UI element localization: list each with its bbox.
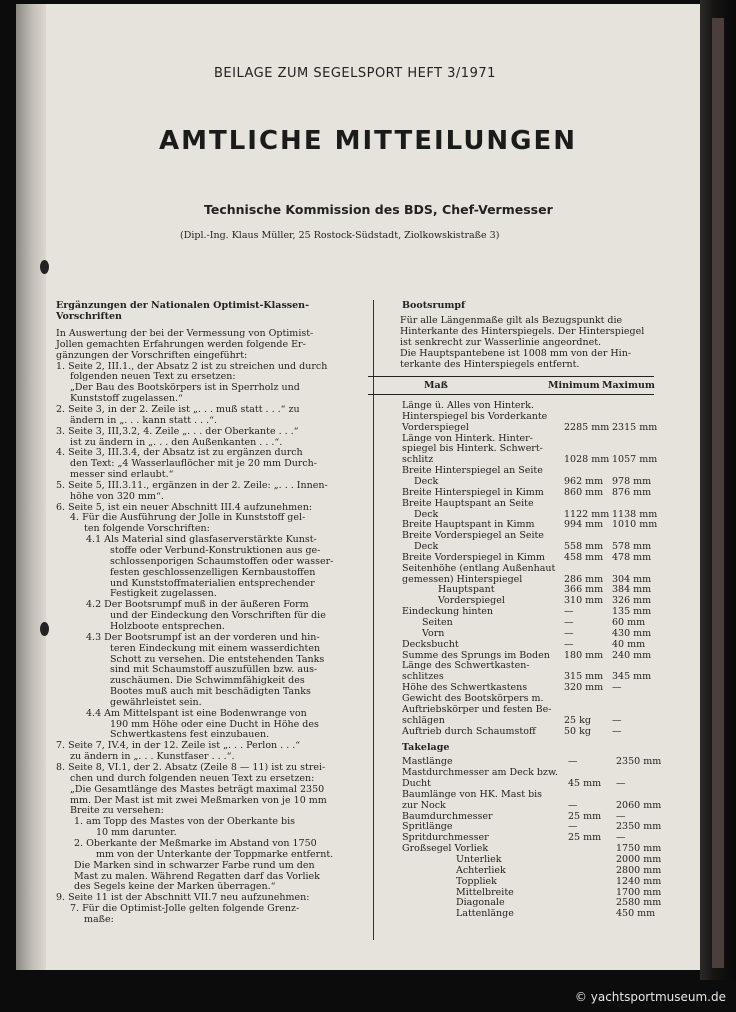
table-row-label: Länge des Schwertkasten- [402, 660, 530, 672]
rig-row-label: Toppliek [456, 875, 497, 887]
table-row-label: Deck [414, 541, 439, 553]
rig-row-maximum: 2000 mm [616, 854, 662, 865]
table-row-label: Breite Hauptspant in Kimm [402, 519, 535, 531]
body-text-line: 8. Seite 8, VI.1, der 2. Absatz (Zeile 8 — 11) ist zu strei- [56, 762, 326, 773]
table-row-label: Breite Vorderspiegel an Seite [402, 530, 544, 542]
body-text-line: 5. Seite 5, III.3.11., ergänzen in der 2. Zeile: „. . . Innen- [56, 479, 328, 491]
table-row-minimum: — [564, 617, 574, 628]
body-text-line: Mast zu malen. Während Regatten darf das Vorliek [74, 870, 320, 882]
table-row-maximum: 978 mm [612, 475, 652, 487]
table-row-label: Vorn [422, 627, 445, 639]
table-row-label: Vorderspiegel [402, 421, 469, 433]
body-text-line: Schott zu versehen. Die entstehenden Tanks [110, 653, 325, 665]
table-row-label: gemessen) Hinterspiegel [402, 573, 523, 585]
table-row-maximum: 40 mm [612, 638, 646, 650]
table-row-maximum: 1138 mm [612, 508, 658, 520]
table-row-label: Auftriebskörper und festen Be- [402, 703, 552, 715]
body-text-line: mm. Der Mast ist mit zwei Meßmarken von je 10 mm [70, 794, 327, 806]
watermark: © yachtsportmuseum.de [574, 990, 726, 1004]
body-text-line: 10 mm darunter. [96, 827, 177, 839]
rig-row-label: Spritlänge [402, 821, 453, 833]
body-text-line: 1. am Topp des Mastes von der Oberkante bis [74, 816, 295, 828]
intro-line: Die Hauptspantebene ist 1008 mm von der Hin- [400, 348, 632, 359]
table-row-label: Höhe des Schwertkastens [402, 682, 528, 694]
rig-row-maximum: — [616, 810, 626, 822]
body-text-line: zu ändern in „. . . Kunstfaser . . .“. [70, 751, 235, 763]
table-row-maximum: 1010 mm [612, 519, 658, 531]
body-text-line: Kunststoff zugelassen.“ [70, 393, 183, 405]
table-row-label: Breite Hinterspiegel in Kimm [402, 486, 544, 498]
body-text-line: teren Eindeckung mit einem wasserdichten [110, 642, 321, 654]
rig-row-maximum: 450 mm [616, 908, 656, 920]
table-row-label: schlägen [402, 714, 445, 726]
table-row-label: Summe des Sprungs im Boden [402, 649, 550, 661]
table-row-minimum: — [564, 638, 574, 650]
binding-shadow [16, 4, 46, 970]
body-text-line: Breite zu versehen: [70, 805, 164, 817]
body-text-line: 2. Oberkante der Meßmarke im Abstand von 1750 [74, 837, 317, 849]
rig-row-maximum: — [616, 832, 626, 844]
body-text-line: und Kunststoffmaterialien entsprechender [110, 577, 315, 589]
body-text-line: 7. Seite 7, IV.4, in der 12. Zeile ist „. . . Perlon . . .“ [56, 740, 301, 752]
table-row-minimum: 558 mm [564, 541, 604, 553]
rig-row-maximum: 1700 mm [616, 886, 662, 898]
table-row-label: Breite Vorderspiegel in Kimm [402, 551, 545, 563]
section-heading: Takelage [402, 742, 450, 754]
body-text-line: 4.4 Am Mittelspant ist eine Bodenwrange von [86, 707, 307, 719]
table-row-maximum: 345 mm [612, 671, 652, 683]
table-row-minimum: 860 mm [564, 486, 604, 498]
col-header-mass: Maß [424, 380, 448, 391]
table-row-maximum: 326 mm [612, 595, 652, 607]
table-row-label: Eindeckung hinten [402, 606, 494, 618]
table-row-minimum: 320 mm [564, 682, 604, 694]
table-row-label: Hauptspant [438, 584, 495, 596]
table-row-label: Seitenhöhe (entlang Außenhaut [402, 562, 556, 574]
rig-row-maximum: 1240 mm [616, 875, 662, 887]
rig-row-minimum: 25 mm [568, 832, 602, 844]
table-row-maximum: 135 mm [612, 606, 652, 618]
table-row-label: Deck [414, 475, 439, 487]
rig-row-label: Achterliek [456, 864, 506, 876]
table-row-maximum: 384 mm [612, 584, 652, 596]
intro-line: terkante des Hinterspiegels entfernt. [400, 359, 580, 370]
table-row-label: Hinterspiegel bis Vorderkante [402, 410, 548, 422]
table-row-label: Seiten [422, 617, 453, 628]
table-row-minimum: 458 mm [564, 551, 604, 563]
table-row-maximum: 240 mm [612, 649, 652, 661]
table-row-minimum: — [564, 606, 574, 618]
body-text-line: höhe von 320 mm“. [70, 490, 164, 502]
rig-row-minimum: 25 mm [568, 810, 602, 822]
rig-row-maximum: 2350 mm [616, 756, 662, 768]
body-text-line: Festigkeit zugelassen. [110, 588, 217, 600]
body-text-line: und der Eindeckung den Vorschriften für die [110, 610, 326, 622]
table-row-label: Deck [414, 508, 439, 520]
table-row-label: Gewicht des Bootskörpers m. [402, 692, 544, 704]
table-row-minimum: 310 mm [564, 595, 604, 607]
table-row-label: Decksbucht [402, 638, 459, 650]
commission-line: Technische Kommission des BDS, Chef-Vermesser [204, 202, 553, 217]
body-text-line: 4. Seite 3, III.3.4, der Absatz ist zu ergänzen durch [56, 447, 303, 459]
rig-row-label: Mastlänge [402, 756, 453, 768]
rig-row-label: Unterliek [456, 854, 502, 865]
rig-row-label: Großsegel Vorliek [402, 843, 489, 855]
table-row-minimum: 25 kg [564, 714, 591, 726]
body-text-line: „Die Gesamtlänge des Mastes beträgt maximal 2350 [70, 783, 325, 795]
body-text-line: 2. Seite 3, in der 2. Zeile ist „. . . muß statt . . .“ zu [56, 403, 300, 415]
table-row-maximum: 478 mm [612, 551, 652, 563]
punch-hole [40, 622, 49, 636]
address-line: (Dipl.-Ing. Klaus Müller, 25 Rostock-Südstadt, Ziolkowskistraße 3) [180, 230, 500, 241]
section-heading: Vorschriften [56, 311, 122, 322]
body-text-line: 9. Seite 11 ist der Abschnitt VII.7 neu aufzunehmen: [56, 892, 310, 904]
table-row-maximum: 430 mm [612, 627, 652, 639]
body-text-line: 4.1 Als Material sind glasfaserverstärkte Kunst- [86, 534, 317, 546]
table-row-maximum: 2315 mm [612, 421, 658, 433]
body-text-line: stoffe oder Verbund-Konstruktionen aus ge- [110, 545, 321, 556]
rig-row-label: Lattenlänge [456, 908, 514, 920]
body-text-line: Jollen gemachten Erfahrungen werden folgende Er- [56, 338, 306, 350]
table-row-minimum: 1122 mm [564, 508, 610, 520]
intro-line: Für alle Längenmaße gilt als Bezugspunkt die [400, 315, 623, 326]
rig-row-label: Baumdurchmesser [402, 810, 493, 822]
table-row-label: Breite Hinterspiegel an Seite [402, 465, 543, 477]
body-text-line: In Auswertung der bei der Vermessung von Optimist- [56, 328, 314, 339]
table-row-minimum: — [564, 627, 574, 639]
body-text-line: schlossenporigen Schaumstoffen oder wasser- [110, 555, 334, 567]
body-text-line: folgenden neuen Text zu ersetzen: [70, 371, 236, 383]
table-row-maximum: 60 mm [612, 617, 646, 628]
body-text-line: 3. Seite 3, III,3.2, 4. Zeile „. . . der Oberkante . . .“ [56, 425, 299, 437]
body-text-line: gewährleistet sein. [110, 696, 202, 708]
rig-row-label: Mittelbreite [456, 886, 514, 898]
table-row-label: schlitz [402, 454, 434, 466]
col-header-minimum: Minimum [548, 380, 600, 391]
table-row-maximum: 876 mm [612, 486, 652, 498]
body-text-line: ten folgende Vorschriften: [84, 523, 210, 535]
rig-row-maximum: 2350 mm [616, 821, 662, 833]
body-text-line: Bootes muß auch mit beschädigten Tanks [110, 686, 311, 698]
body-text-line: gänzungen der Vorschriften eingeführt: [56, 349, 248, 361]
table-row-minimum: 994 mm [564, 519, 604, 531]
punch-hole [40, 260, 49, 274]
table-row-maximum: — [612, 714, 622, 726]
rig-row-minimum: — [568, 821, 578, 833]
section-heading: Bootsrumpf [402, 300, 466, 311]
body-text-line: Holzboote entsprechen. [110, 620, 225, 632]
table-row-minimum: 180 mm [564, 649, 604, 661]
body-text-line: ist zu ändern in „. . . den Außenkanten . . .“. [70, 436, 283, 448]
rig-row-label: Diagonale [456, 897, 505, 909]
body-text-line: zuschäumen. Die Schwimmfähigkeit des [110, 675, 305, 687]
rig-row-maximum: 2800 mm [616, 864, 662, 876]
table-row-label: Vorderspiegel [438, 595, 505, 607]
body-text-line: mm von der Unterkante der Toppmarke entfernt. [96, 848, 334, 860]
rig-row-minimum: — [568, 799, 578, 811]
body-text-line: festen geschlossenzelligen Kernbaustoffen [110, 566, 316, 578]
table-rule [368, 376, 654, 377]
body-text-line: 7. Für die Optimist-Jolle gelten folgende Grenz- [70, 903, 300, 915]
body-text-line: 1. Seite 2, III.1., der Absatz 2 ist zu streichen und durch [56, 360, 328, 372]
table-row-minimum: 315 mm [564, 671, 604, 683]
rig-row-label: Spritdurchmesser [402, 832, 489, 844]
table-row-minimum: 286 mm [564, 573, 604, 585]
intro-line: ist senkrecht zur Wasserlinie angeordnet. [400, 337, 602, 348]
rig-row-label: Mastdurchmesser am Deck bzw. [402, 767, 558, 779]
rig-row-minimum: 45 mm [568, 778, 602, 790]
table-row-maximum: 1057 mm [612, 454, 658, 466]
body-text-line: 190 mm Höhe oder eine Ducht in Höhe des [110, 718, 319, 730]
body-text-line: „Der Bau des Bootskörpers ist in Sperrholz und [70, 382, 300, 394]
col-header-maximum: Maximum [602, 380, 655, 391]
supplement-line: BEILAGE ZUM SEGELSPORT HEFT 3/1971 [214, 66, 496, 81]
rig-row-label: Ducht [402, 778, 431, 790]
body-text-line: ändern in „. . . kann statt . . .“. [70, 414, 218, 426]
table-rule [368, 394, 654, 395]
body-text-line: den Text: „4 Wasserlauflöcher mit je 20 mm Durch- [70, 458, 317, 470]
body-text-line: chen und durch folgenden neuen Text zu ersetzen: [70, 772, 315, 784]
table-row-label: Breite Hauptspant an Seite [402, 497, 534, 509]
table-row-label: Länge von Hinterk. Hinter- [402, 432, 533, 444]
table-row-minimum: 2285 mm [564, 421, 610, 433]
rig-row-maximum: 1750 mm [616, 843, 662, 855]
table-row-label: Auftrieb durch Schaumstoff [402, 725, 536, 737]
table-row-maximum: 578 mm [612, 541, 652, 553]
table-row-label: schlitzes [402, 671, 444, 683]
table-row-maximum: — [612, 682, 622, 694]
rig-row-minimum: — [568, 756, 578, 768]
binder-edge [712, 18, 724, 968]
rig-row-label: Baumlänge von HK. Mast bis [402, 788, 543, 800]
page-title: AMTLICHE MITTEILUNGEN [159, 126, 578, 156]
table-row-label: spiegel bis Hinterk. Schwert- [402, 443, 543, 455]
table-row-label: Länge ü. Alles von Hinterk. [402, 400, 534, 411]
body-text-line: 4.2 Der Bootsrumpf muß in der äußeren Form [86, 599, 309, 611]
table-row-minimum: 962 mm [564, 475, 604, 487]
rig-row-maximum: 2060 mm [616, 799, 662, 811]
body-text-line: 6. Seite 5, ist ein neuer Abschnitt III.4 aufzunehmen: [56, 501, 313, 513]
body-text-line: sind mit Schaumstoff auszufüllen bzw. aus- [110, 664, 318, 676]
body-text-line: Schwertkastens fest einzubauen. [110, 729, 270, 741]
table-row-minimum: 50 kg [564, 725, 591, 737]
intro-line: Hinterkante des Hinterspiegels. Der Hinterspiegel [400, 326, 645, 337]
body-text-line: Die Marken sind in schwarzer Farbe rund um den [74, 859, 315, 871]
table-row-maximum: — [612, 725, 622, 737]
table-row-minimum: 1028 mm [564, 454, 610, 466]
rig-row-maximum: 2580 mm [616, 897, 662, 909]
body-text-line: des Segels keine der Marken überragen.“ [74, 881, 276, 893]
body-text-line: messer sind erlaubt.“ [70, 469, 174, 481]
column-divider [373, 300, 374, 940]
table-row-minimum: 366 mm [564, 584, 604, 596]
body-text-line: 4. Für die Ausführung der Jolle in Kunststoff gel- [70, 512, 306, 524]
body-text-line: 4.3 Der Bootsrumpf ist an der vorderen und hin- [86, 631, 320, 643]
section-heading: Ergänzungen der Nationalen Optimist-Klassen- [56, 300, 310, 311]
table-row-maximum: 304 mm [612, 573, 652, 585]
rig-row-label: zur Nock [402, 799, 446, 811]
rig-row-maximum: — [616, 778, 626, 790]
magazine-page [16, 4, 706, 970]
body-text-line: maße: [84, 913, 114, 925]
